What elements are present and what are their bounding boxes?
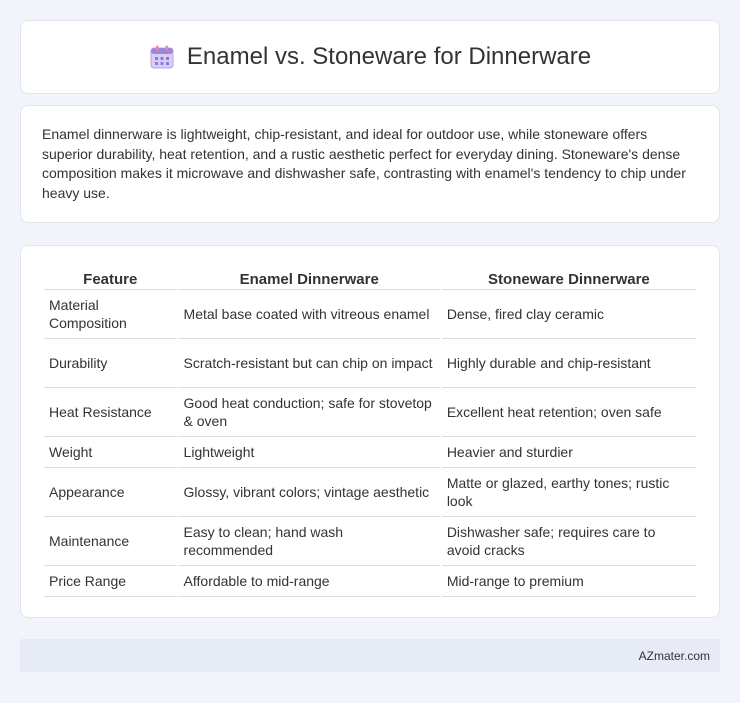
feature-cell: Price Range: [44, 566, 177, 597]
enamel-cell: Scratch-resistant but can chip on impact: [179, 339, 440, 388]
stoneware-cell: Highly durable and chip-resistant: [442, 339, 696, 388]
table-header-row: [44, 266, 696, 290]
table-row: [44, 388, 696, 437]
stoneware-cell: Heavier and sturdier: [442, 437, 696, 468]
feature-cell: Material Composition: [44, 290, 177, 339]
table-row: [44, 517, 696, 566]
footer-brand[interactable]: AZmater.com: [638, 648, 710, 663]
feature-cell: Appearance: [44, 468, 177, 517]
stoneware-cell: Mid-range to premium: [442, 566, 696, 597]
footer: [20, 639, 720, 672]
header-stoneware: Stoneware Dinnerware: [442, 266, 696, 290]
header-enamel: Enamel Dinnerware: [179, 266, 440, 290]
table-row: [44, 437, 696, 468]
table-row: [44, 290, 696, 339]
enamel-cell: Good heat conduction; safe for stovetop & oven: [179, 388, 440, 437]
stoneware-cell: Dense, fired clay ceramic: [442, 290, 696, 339]
enamel-cell: Easy to clean; hand wash recommended: [179, 517, 440, 566]
stoneware-cell: Dishwasher safe; requires care to avoid cracks: [442, 517, 696, 566]
intro-card: [20, 105, 720, 223]
table-row: [44, 468, 696, 517]
title-card: [20, 20, 720, 94]
header-feature: Feature: [44, 266, 177, 290]
feature-cell: Maintenance: [44, 517, 177, 566]
feature-cell: Weight: [44, 437, 177, 468]
comparison-table: [42, 266, 698, 597]
page-title: Enamel vs. Stoneware for Dinnerware: [186, 43, 592, 70]
enamel-cell: Lightweight: [179, 437, 440, 468]
feature-cell: Durability: [44, 339, 177, 388]
calendar-icon: [149, 44, 175, 70]
enamel-cell: Affordable to mid-range: [179, 566, 440, 597]
feature-cell: Heat Resistance: [44, 388, 177, 437]
intro-text: Enamel dinnerware is lightweight, chip-resistant, and ideal for outdoor use, while stoneware offers superior durability, heat retention, and a rustic aesthetic perfect for everyday dining. Stoneware's dense composition makes it microwave and dishwasher safe, contrasting with enamel's tendency to chip under heavy use.: [42, 126, 686, 201]
stoneware-cell: Matte or glazed, earthy tones; rustic look: [442, 468, 696, 517]
table-row: [44, 566, 696, 597]
enamel-cell: Glossy, vibrant colors; vintage aesthetic: [179, 468, 440, 517]
enamel-cell: Metal base coated with vitreous enamel: [179, 290, 440, 339]
comparison-table-card: [20, 245, 720, 618]
stoneware-cell: Excellent heat retention; oven safe: [442, 388, 696, 437]
table-row: [44, 339, 696, 388]
